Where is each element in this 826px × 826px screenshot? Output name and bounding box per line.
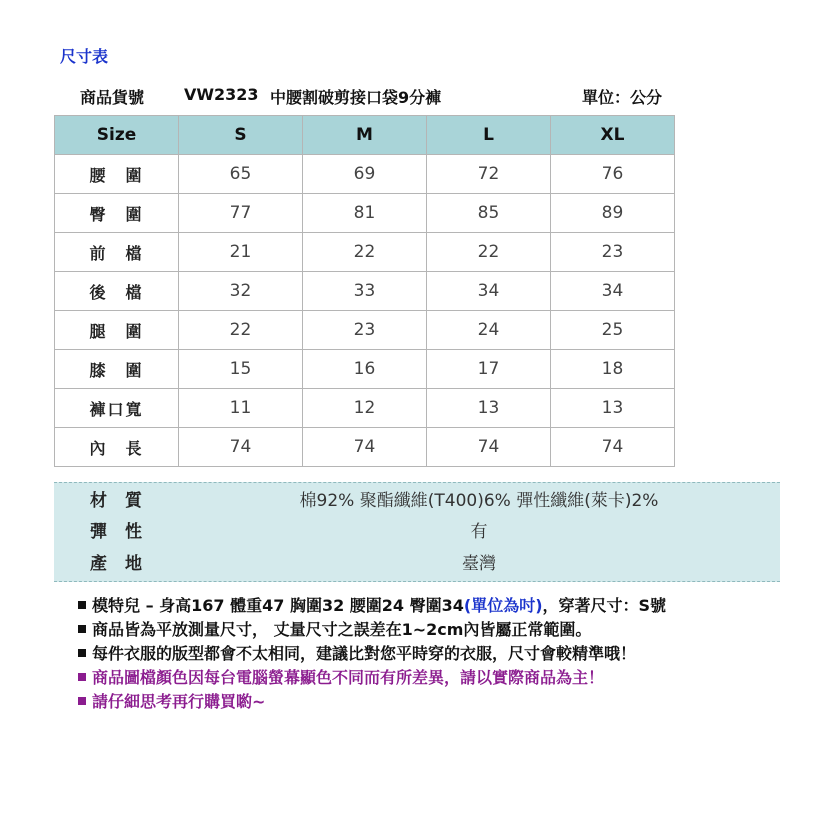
note-fit-text: 每件衣服的版型都會不太相同，建議比對您平時穿的衣服，尺寸會較精準哦！ bbox=[92, 644, 637, 663]
row-label: 後 檔 bbox=[55, 272, 179, 311]
page-title: 尺寸表 bbox=[60, 47, 109, 66]
header-xl: XL bbox=[551, 116, 675, 155]
cell: 34 bbox=[427, 272, 551, 311]
cell: 76 bbox=[551, 155, 675, 194]
header-size: Size bbox=[55, 116, 179, 155]
product-code: VW2323 bbox=[184, 85, 259, 104]
size-table bbox=[54, 115, 675, 467]
cell: 23 bbox=[303, 311, 427, 350]
origin-label: 產地 bbox=[90, 554, 160, 574]
cell: 25 bbox=[551, 311, 675, 350]
header-l: L bbox=[427, 116, 551, 155]
cell: 32 bbox=[179, 272, 303, 311]
elastic-value: 有 bbox=[470, 522, 488, 542]
cell: 23 bbox=[551, 233, 675, 272]
cell: 89 bbox=[551, 194, 675, 233]
cell: 22 bbox=[303, 233, 427, 272]
table-row bbox=[55, 272, 675, 311]
cell: 18 bbox=[551, 350, 675, 389]
cell: 34 bbox=[551, 272, 675, 311]
cell: 17 bbox=[427, 350, 551, 389]
cell: 16 bbox=[303, 350, 427, 389]
row-label: 膝 圍 bbox=[55, 350, 179, 389]
cell: 74 bbox=[179, 428, 303, 467]
note-measure-text: 商品皆為平放測量尺寸， 丈量尺寸之誤差在1~2cm內皆屬正常範圍。 bbox=[92, 620, 592, 639]
table-row bbox=[55, 233, 675, 272]
table-row bbox=[55, 155, 675, 194]
cell: 13 bbox=[427, 389, 551, 428]
row-label: 腰 圍 bbox=[55, 155, 179, 194]
cell: 21 bbox=[179, 233, 303, 272]
square-bullet-icon bbox=[78, 625, 86, 633]
square-bullet-icon bbox=[78, 697, 86, 705]
cell: 81 bbox=[303, 194, 427, 233]
cell: 77 bbox=[179, 194, 303, 233]
note-model bbox=[78, 594, 666, 618]
row-label: 內 長 bbox=[55, 428, 179, 467]
row-label: 前 檔 bbox=[55, 233, 179, 272]
note-model-unit: (單位為吋) bbox=[463, 596, 543, 615]
product-code-label: 商品貨號 bbox=[80, 88, 145, 107]
note-fit bbox=[78, 642, 666, 666]
size-header-row bbox=[55, 116, 675, 155]
cell: 11 bbox=[179, 389, 303, 428]
material-value: 棉92% 聚酯纖維(T400)6% 彈性纖維(萊卡)2% bbox=[299, 491, 659, 511]
table-row bbox=[55, 194, 675, 233]
square-bullet-icon bbox=[78, 649, 86, 657]
table-row bbox=[55, 389, 675, 428]
elastic-label: 彈性 bbox=[90, 522, 160, 542]
row-label: 臀 圍 bbox=[55, 194, 179, 233]
cell: 12 bbox=[303, 389, 427, 428]
cell: 13 bbox=[551, 389, 675, 428]
elastic-row bbox=[54, 516, 780, 548]
note-measure bbox=[78, 618, 666, 642]
cell: 22 bbox=[427, 233, 551, 272]
table-row bbox=[55, 428, 675, 467]
square-bullet-icon bbox=[78, 601, 86, 609]
table-row bbox=[55, 311, 675, 350]
note-color-text: 商品圖檔顏色因每台電腦螢幕顯色不同而有所差異，請以實際商品為主！ bbox=[92, 668, 605, 687]
row-label: 褲口寬 bbox=[55, 389, 179, 428]
cell: 74 bbox=[551, 428, 675, 467]
table-row bbox=[55, 350, 675, 389]
origin-row bbox=[54, 548, 780, 580]
note-model-text: 模特兒 – 身高167 體重47 胸圍32 腰圍24 臀圍34 bbox=[92, 596, 464, 615]
origin-value: 臺灣 bbox=[462, 554, 496, 574]
material-label: 材質 bbox=[90, 491, 160, 511]
cell: 65 bbox=[179, 155, 303, 194]
cell: 85 bbox=[427, 194, 551, 233]
cell: 22 bbox=[179, 311, 303, 350]
header-s: S bbox=[179, 116, 303, 155]
unit-label: 單位：公分 bbox=[582, 88, 663, 107]
cell: 69 bbox=[303, 155, 427, 194]
cell: 74 bbox=[427, 428, 551, 467]
row-label: 腿 圍 bbox=[55, 311, 179, 350]
cell: 24 bbox=[427, 311, 551, 350]
note-think-text: 請仔細思考再行購買喲~ bbox=[92, 692, 266, 711]
material-section bbox=[54, 482, 780, 582]
cell: 33 bbox=[303, 272, 427, 311]
product-name: 中腰割破剪接口袋9分褲 bbox=[270, 88, 442, 107]
notes-list bbox=[78, 594, 666, 714]
note-color bbox=[78, 666, 666, 690]
note-think bbox=[78, 690, 666, 714]
cell: 74 bbox=[303, 428, 427, 467]
cell: 15 bbox=[179, 350, 303, 389]
square-bullet-icon bbox=[78, 673, 86, 681]
cell: 72 bbox=[427, 155, 551, 194]
material-row bbox=[54, 485, 780, 517]
note-model-size: ，穿著尺寸：S號 bbox=[542, 596, 667, 615]
header-m: M bbox=[303, 116, 427, 155]
